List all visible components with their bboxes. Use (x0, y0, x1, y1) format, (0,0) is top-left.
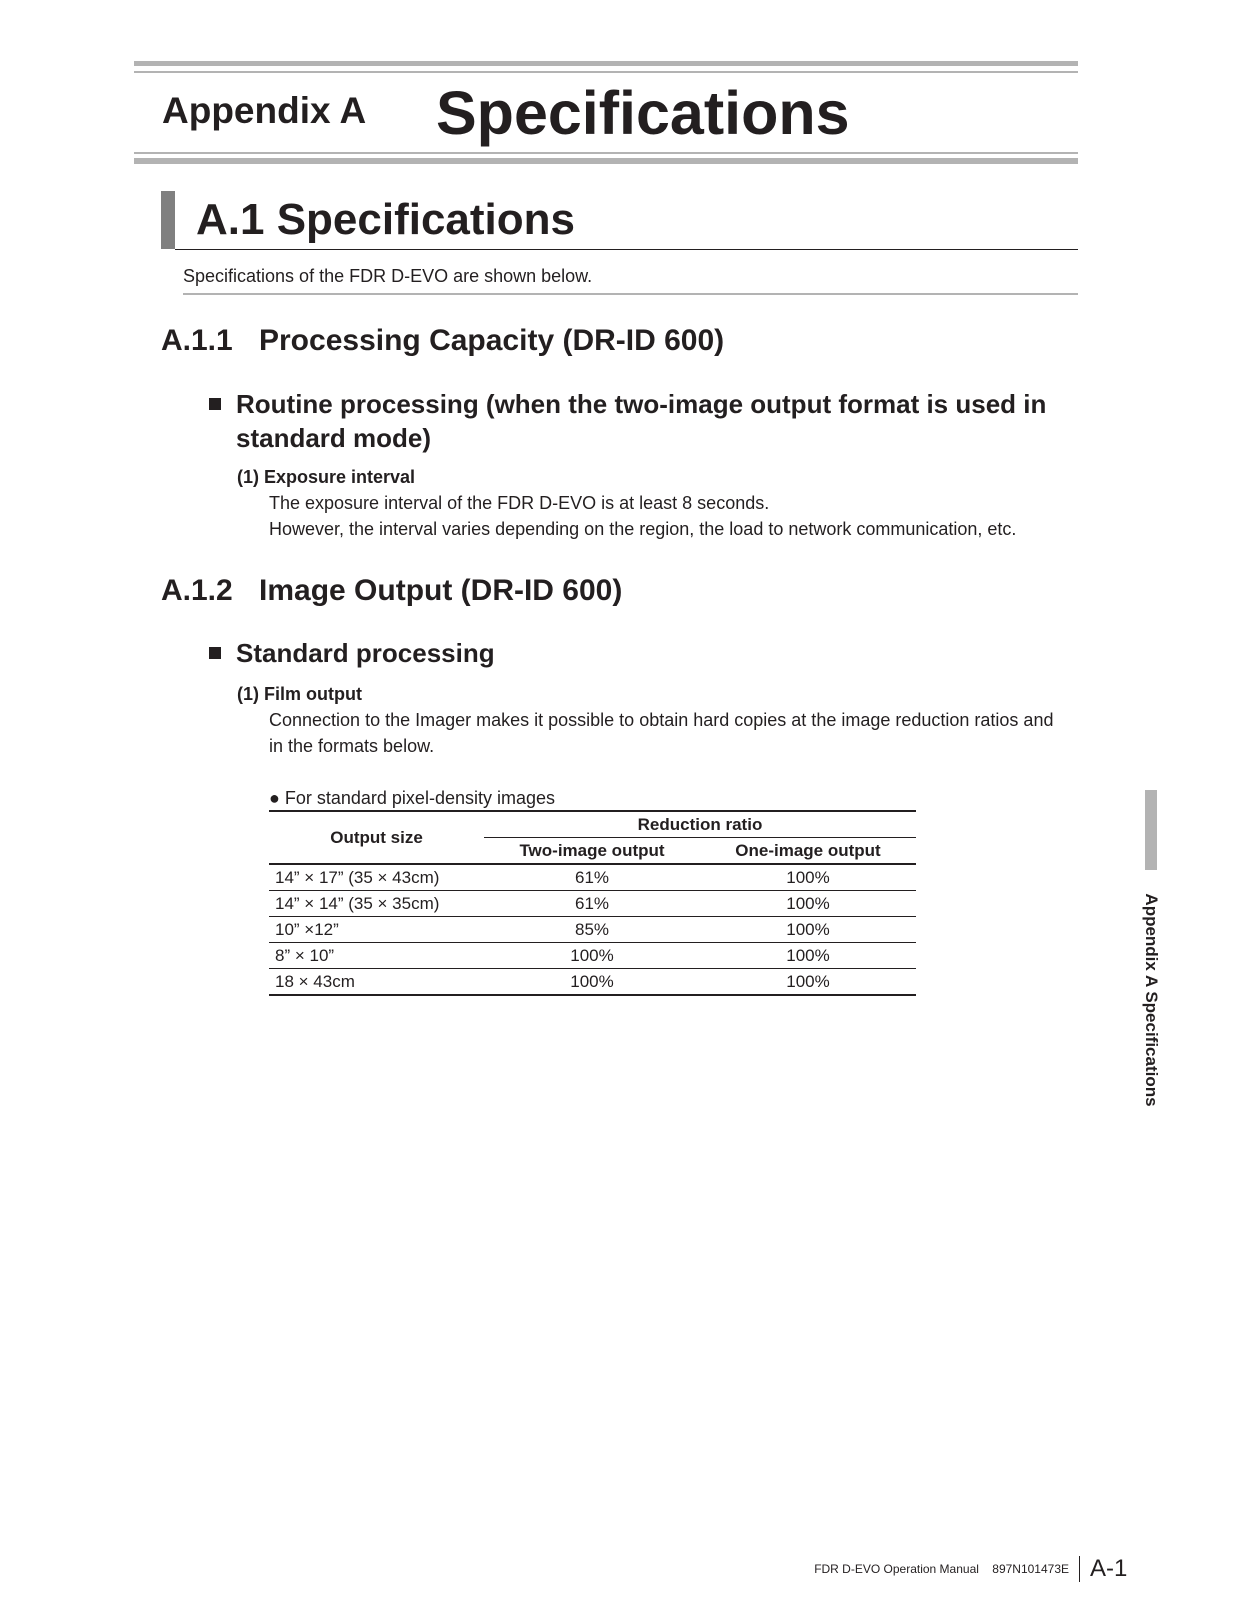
cell-one-image: 100% (700, 969, 916, 996)
header-rule-top (134, 61, 1078, 66)
section-underline (175, 249, 1078, 250)
footer-separator (1079, 1556, 1080, 1582)
exposure-interval-line2: However, the interval varies depending on the region, the load to network communication, etc. (269, 519, 1017, 539)
cell-one-image: 100% (700, 943, 916, 969)
table-row (269, 917, 916, 943)
header-rule-bottom-thin (134, 152, 1078, 154)
square-bullet-icon (209, 398, 221, 410)
header-reduction-ratio: Reduction ratio (484, 811, 916, 838)
cell-two-image: 100% (484, 969, 700, 996)
appendix-label: Appendix A (162, 90, 367, 131)
cell-two-image: 61% (484, 864, 700, 891)
subsection-a11-number: A.1.1 (161, 324, 233, 357)
subsection-a11-title: Processing Capacity (DR-ID 600) (259, 324, 725, 357)
table-row (269, 864, 916, 891)
routine-processing-text: Routine processing (when the two-image output format is used in standard mode) (236, 389, 1047, 453)
cell-output-size: 8” × 10” (269, 943, 484, 969)
table-caption: ● For standard pixel-density images (269, 788, 555, 808)
table-row (269, 943, 916, 969)
cell-output-size: 14” × 17” (35 × 43cm) (269, 864, 484, 891)
section-intro: Specifications of the FDR D-EVO are shown below. (183, 266, 593, 286)
film-output-title: (1) Film output (237, 684, 362, 704)
section-marker-bar (161, 191, 175, 249)
cell-output-size: 14” × 14” (35 × 35cm) (269, 891, 484, 917)
exposure-interval-title: (1) Exposure interval (237, 467, 416, 487)
subsection-a11-heading (161, 322, 724, 360)
header-rule-top-thin (134, 71, 1078, 73)
cell-two-image: 100% (484, 943, 700, 969)
header-rule-bottom (134, 158, 1078, 164)
header-two-image-output: Two-image output (484, 838, 700, 865)
cell-two-image: 61% (484, 891, 700, 917)
table-row (269, 891, 916, 917)
section-title: A.1 Specifications (196, 195, 576, 244)
cell-one-image: 100% (700, 917, 916, 943)
subsection-a12-number: A.1.2 (161, 574, 233, 607)
footer-document-code: 897N101473E (992, 1562, 1069, 1576)
film-output-body: Connection to the Imager makes it possible to obtain hard copies at the image reduction ratios and in the formats below. (269, 710, 1054, 756)
exposure-interval-line1: The exposure interval of the FDR D-EVO is at least 8 seconds. (269, 493, 770, 513)
header-one-image-output: One-image output (700, 838, 916, 865)
subsection-a12-title: Image Output (DR-ID 600) (259, 574, 623, 607)
footer-manual-name: FDR D-EVO Operation Manual (814, 1562, 979, 1576)
table-row (269, 969, 916, 996)
footer-manual-info (814, 1561, 1069, 1577)
intro-divider (183, 293, 1078, 295)
cell-one-image: 100% (700, 891, 916, 917)
side-tab-bar (1145, 790, 1157, 870)
cell-one-image: 100% (700, 864, 916, 891)
cell-output-size: 10” ×12” (269, 917, 484, 943)
side-tab-label: Appendix A Specifications (1142, 893, 1161, 1107)
standard-processing-text: Standard processing (236, 638, 495, 668)
cell-output-size: 18 × 43cm (269, 969, 484, 996)
page-number: A-1 (1090, 1555, 1128, 1582)
appendix-title: Specifications (436, 79, 850, 147)
subsection-a12-heading (161, 572, 622, 610)
header-output-size: Output size (269, 811, 484, 864)
cell-two-image: 85% (484, 917, 700, 943)
square-bullet-icon (209, 647, 221, 659)
reduction-ratio-table (269, 810, 916, 996)
